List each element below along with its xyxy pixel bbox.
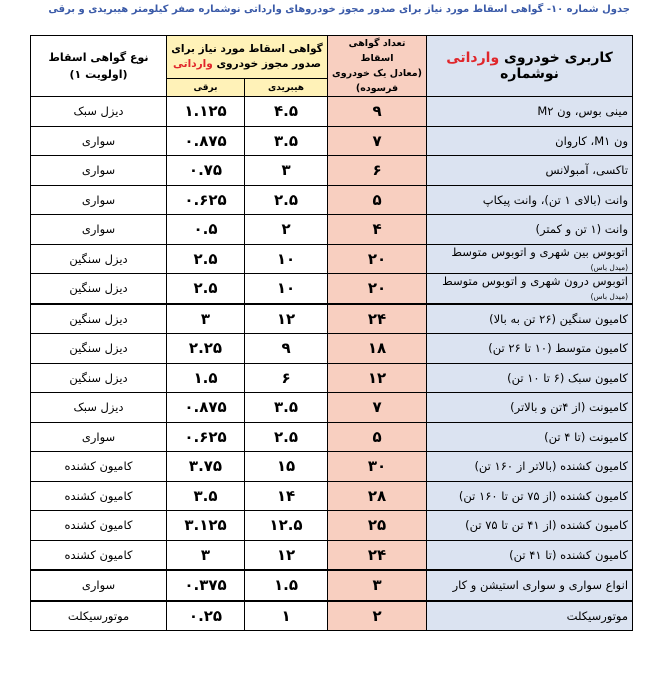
certificate-type-cell: دیزل سنگین [31, 244, 167, 274]
certificate-type-cell: سواری [31, 156, 167, 186]
table-row [31, 422, 633, 452]
vehicle-type: کامیون کشنده (از ۷۵ تن تا ۱۶۰ تن) [458, 488, 629, 503]
vehicle-type: اتوبوس درون شهری و اتوبوس متوسط [442, 274, 629, 289]
certificate-type-cell: موتورسیکلت [31, 601, 167, 631]
table-row [31, 334, 633, 364]
hybrid-cell: ۱.۵ [245, 570, 328, 601]
vehicle-type-cell [427, 363, 633, 393]
certificate-type-cell: سواری [31, 570, 167, 601]
electric-cell: ۲.۵ [167, 274, 245, 304]
table-row [31, 304, 633, 334]
certificate-type-cell: سواری [31, 185, 167, 215]
certificate-type-cell: سواری [31, 126, 167, 156]
hybrid-cell: ۱ [245, 601, 328, 631]
header-hybrid: هیبریدی [245, 79, 328, 97]
electric-cell: ۰.۸۷۵ [167, 126, 245, 156]
hybrid-cell: ۲.۵ [245, 185, 328, 215]
hybrid-cell: ۲ [245, 215, 328, 245]
type-note: (میدل باس) [590, 292, 629, 302]
vehicle-type: تاکسی، آمبولانس [545, 163, 629, 178]
vehicle-type-cell [427, 274, 633, 304]
electric-cell: ۲.۵ [167, 244, 245, 274]
certificate-count-cell: ۳ [328, 570, 427, 601]
vehicle-type-cell [427, 156, 633, 186]
vehicle-type-cell [427, 126, 633, 156]
vehicle-type-cell [427, 481, 633, 511]
certificate-type-cell: کامیون کشنده [31, 481, 167, 511]
electric-cell: ۱.۱۲۵ [167, 97, 245, 127]
hybrid-cell: ۶ [245, 363, 328, 393]
header-required-certificates: گواهی اسقاط مورد نیاز برای صدور مجوز خودروی وارداتی [167, 36, 328, 79]
header-certificate-count: تعداد گواهی اسقاط (معادل یک خودروی فرسوده) [328, 36, 427, 97]
electric-cell: ۳.۱۲۵ [167, 511, 245, 541]
certificate-count-cell: ۵ [328, 422, 427, 452]
table-row [31, 540, 633, 570]
certificate-count-cell: ۲۴ [328, 304, 427, 334]
vehicle-type: کامیونت (از ۴تن و بالاتر) [510, 400, 629, 415]
table-row [31, 126, 633, 156]
certificate-count-cell: ۹ [328, 97, 427, 127]
vehicle-type: وانت (۱ تن و کمتر) [535, 222, 629, 237]
certificate-count-cell: ۱۸ [328, 334, 427, 364]
certificate-count-cell: ۱۲ [328, 363, 427, 393]
hybrid-cell: ۱۲ [245, 304, 328, 334]
vehicle-type: وانت (بالای ۱ تن)، وانت پیکاپ [482, 192, 629, 207]
vehicle-type-cell [427, 422, 633, 452]
table-row [31, 481, 633, 511]
electric-cell: ۳ [167, 540, 245, 570]
scrap-certificate-table [30, 35, 633, 631]
certificate-type-cell: دیزل سنگین [31, 334, 167, 364]
certificate-count-cell: ۵ [328, 185, 427, 215]
electric-cell: ۰.۵ [167, 215, 245, 245]
hybrid-cell: ۱۰ [245, 274, 328, 304]
table-row [31, 156, 633, 186]
table-row [31, 511, 633, 541]
certificate-type-cell: کامیون کشنده [31, 452, 167, 482]
table-row [31, 393, 633, 423]
vehicle-type: کامیون کشنده (تا ۴۱ تن) [509, 547, 629, 562]
electric-cell: ۰.۶۲۵ [167, 422, 245, 452]
vehicle-type-cell [427, 304, 633, 334]
certificate-count-cell: ۲۰ [328, 244, 427, 274]
certificate-type-cell: دیزل سنگین [31, 304, 167, 334]
header-certificate-type: نوع گواهی اسقاط (اولویت ۱) [31, 36, 167, 97]
hybrid-cell: ۳.۵ [245, 393, 328, 423]
vehicle-type: اتوبوس بین شهری و اتوبوس متوسط [451, 244, 629, 259]
hybrid-cell: ۹ [245, 334, 328, 364]
electric-cell: ۳.۷۵ [167, 452, 245, 482]
header-electric: برقی [167, 79, 245, 97]
certificate-type-cell: سواری [31, 422, 167, 452]
electric-cell: ۳ [167, 304, 245, 334]
certificate-type-cell: کامیون کشنده [31, 540, 167, 570]
table-caption: جدول شماره ۱۰- گواهی اسقاط مورد نیاز برای صدور مجوز خودروهای وارداتی نوشماره صفر کیلومتر هیبریدی و برقی [48, 4, 630, 15]
hybrid-cell: ۱۲.۵ [245, 511, 328, 541]
certificate-count-cell: ۴ [328, 215, 427, 245]
type-note: (میدل باس) [590, 262, 629, 272]
table-row [31, 570, 633, 601]
electric-cell: ۰.۸۷۵ [167, 393, 245, 423]
electric-cell: ۰.۳۷۵ [167, 570, 245, 601]
certificate-type-cell: دیزل سبک [31, 97, 167, 127]
table-row [31, 97, 633, 127]
vehicle-type: کامیون سنگین (۲۶ تن به بالا) [489, 311, 629, 326]
vehicle-type-cell [427, 334, 633, 364]
vehicle-type-cell [427, 215, 633, 245]
certificate-count-cell: ۲۴ [328, 540, 427, 570]
certificate-type-cell: سواری [31, 215, 167, 245]
electric-cell: ۰.۷۵ [167, 156, 245, 186]
hybrid-cell: ۱۵ [245, 452, 328, 482]
hybrid-cell: ۱۴ [245, 481, 328, 511]
certificate-count-cell: ۶ [328, 156, 427, 186]
table-row [31, 363, 633, 393]
table-row [31, 274, 633, 304]
electric-cell: ۱.۵ [167, 363, 245, 393]
vehicle-type: کامیونت (تا ۴ تن) [544, 429, 629, 444]
vehicle-type: موتورسیکلت [566, 608, 629, 623]
table-row [31, 452, 633, 482]
electric-cell: ۰.۶۲۵ [167, 185, 245, 215]
vehicle-type-cell [427, 452, 633, 482]
certificate-type-cell: دیزل سنگین [31, 363, 167, 393]
electric-cell: ۲.۲۵ [167, 334, 245, 364]
certificate-count-cell: ۲ [328, 601, 427, 631]
certificate-count-cell: ۲۵ [328, 511, 427, 541]
certificate-count-cell: ۷ [328, 393, 427, 423]
vehicle-type-cell [427, 393, 633, 423]
vehicle-type-cell [427, 185, 633, 215]
header-vehicle-type: کاربری خودروی وارداتی نوشماره [427, 36, 633, 97]
certificate-type-cell: دیزل سنگین [31, 274, 167, 304]
table-row [31, 244, 633, 274]
vehicle-type: مینی بوس، ون M۲ [537, 104, 629, 119]
vehicle-type: ون M۱، کاروان [555, 133, 629, 148]
table-row [31, 601, 633, 631]
vehicle-type-cell [427, 601, 633, 631]
certificate-count-cell: ۲۸ [328, 481, 427, 511]
vehicle-type: کامیون کشنده (از ۴۱ تن تا ۷۵ تن) [465, 518, 629, 533]
vehicle-type-cell [427, 244, 633, 274]
certificate-count-cell: ۷ [328, 126, 427, 156]
vehicle-type: کامیون متوسط (۱۰ تا ۲۶ تن) [488, 341, 629, 356]
vehicle-type-cell [427, 570, 633, 601]
table-row [31, 185, 633, 215]
vehicle-type-cell [427, 540, 633, 570]
certificate-type-cell: کامیون کشنده [31, 511, 167, 541]
vehicle-type: کامیون کشنده (بالاتر از ۱۶۰ تن) [474, 459, 629, 474]
table-row [31, 215, 633, 245]
vehicle-type: کامیون سبک (۶ تا ۱۰ تن) [507, 370, 629, 385]
certificate-count-cell: ۳۰ [328, 452, 427, 482]
hybrid-cell: ۲.۵ [245, 422, 328, 452]
hybrid-cell: ۴.۵ [245, 97, 328, 127]
certificate-type-cell: دیزل سبک [31, 393, 167, 423]
vehicle-type-cell [427, 511, 633, 541]
hybrid-cell: ۱۰ [245, 244, 328, 274]
hybrid-cell: ۳.۵ [245, 126, 328, 156]
certificate-count-cell: ۲۰ [328, 274, 427, 304]
electric-cell: ۰.۲۵ [167, 601, 245, 631]
vehicle-type-cell [427, 97, 633, 127]
electric-cell: ۳.۵ [167, 481, 245, 511]
hybrid-cell: ۱۲ [245, 540, 328, 570]
hybrid-cell: ۳ [245, 156, 328, 186]
vehicle-type: انواع سواری و سواری استیشن و کار [452, 578, 629, 593]
